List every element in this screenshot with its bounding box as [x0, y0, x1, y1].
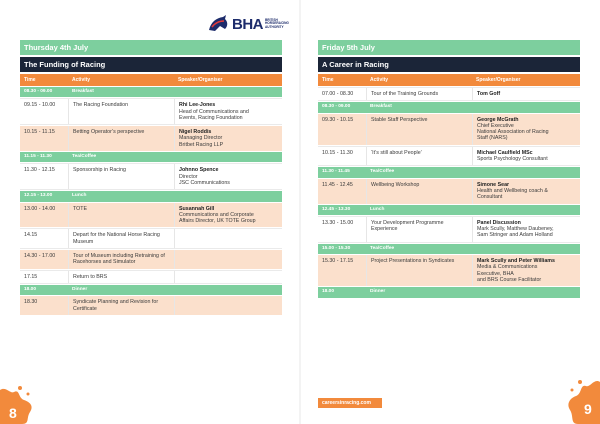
table-row	[318, 179, 580, 204]
speaker-name: Mark Scully and Peter Williams	[477, 258, 555, 265]
friday-schedule	[318, 40, 580, 298]
time-cell: 14.30 - 17.00	[24, 253, 56, 260]
speaker-role: and BRS Course Facilitator	[477, 276, 542, 283]
table-row	[20, 296, 282, 315]
speaker-role: Media & Communications	[477, 264, 538, 271]
activity-cell: Depart for the National Horse Racing Museum	[68, 229, 174, 248]
speaker-cell	[174, 271, 282, 283]
speaker-role: Consultant	[477, 194, 503, 201]
speaker-role: Sports Psychology Consultant	[477, 156, 548, 163]
speaker-cell	[174, 203, 282, 228]
paint-splat-right	[566, 378, 600, 424]
thursday-schedule	[20, 40, 282, 315]
activity-cell: Breakfast	[72, 89, 94, 94]
column-header-speaker: Speaker/Organiser	[178, 77, 223, 83]
horse-head-icon	[206, 14, 230, 34]
time-cell: 14.15	[24, 232, 38, 239]
activity-cell: The Racing Foundation	[68, 99, 174, 124]
speaker-cell	[174, 164, 282, 189]
time-cell: 09.30 - 10.15	[322, 116, 354, 123]
break-row	[318, 167, 580, 177]
activity-cell: Tour of Museum including Retraining of Racehorses and Simulator	[68, 250, 174, 269]
time-cell: 08.30 - 09.00	[24, 89, 53, 94]
speaker-cell	[174, 152, 282, 162]
speaker-cell	[472, 244, 580, 254]
column-header-activity: Activity	[72, 77, 91, 83]
website-link[interactable]: careersinracing.com	[318, 398, 382, 408]
activity-cell: Lunch	[370, 206, 385, 212]
paint-splat-left	[0, 384, 34, 424]
time-cell: 08.30 - 09.00	[322, 104, 351, 110]
table-row	[20, 250, 282, 269]
speaker-name: Nigel Roddis	[179, 129, 212, 136]
table-row	[20, 203, 282, 228]
speaker-role: National Association of Racing	[477, 129, 549, 136]
break-row	[318, 205, 580, 215]
speaker-cell	[174, 296, 282, 315]
activity-cell: Sponsorship in Racing	[68, 164, 174, 189]
time-cell: 11.15 - 11.30	[24, 154, 52, 160]
speaker-cell	[174, 229, 282, 248]
speaker-role: Sam Stringer and Adam Holland	[477, 232, 553, 239]
activity-cell: Betting Operator’s perspective	[68, 126, 174, 151]
speaker-cell	[174, 250, 282, 269]
activity-cell: TOTE	[68, 203, 174, 228]
speaker-name: Panel Discussion	[477, 219, 521, 226]
page-divider	[299, 0, 301, 424]
speaker-name: Simone Sear	[477, 181, 510, 188]
speaker-name: George McGrath	[477, 116, 519, 123]
speaker-cell	[472, 102, 580, 112]
time-cell: 12.15 - 13.00	[24, 193, 53, 199]
speaker-cell	[174, 126, 282, 151]
speaker-role: Managing Director	[179, 135, 223, 142]
break-row	[20, 191, 282, 201]
break-row	[318, 287, 580, 297]
table-row	[20, 270, 282, 284]
speaker-cell	[472, 217, 580, 242]
speaker-cell	[174, 99, 282, 124]
activity-cell: Return to BRS	[68, 271, 174, 283]
speaker-cell	[472, 88, 580, 100]
day-header: Friday 5th July	[318, 40, 580, 55]
speaker-role: Britbet Racing LLP	[179, 141, 224, 148]
speaker-name: Rhi Lee-Jones	[179, 102, 216, 109]
time-cell: 10.15 - 11.30	[322, 149, 353, 156]
section-title: A Career in Racing	[318, 57, 580, 72]
time-cell: 13.00 - 14.00	[24, 205, 56, 212]
speaker-cell	[174, 87, 282, 97]
break-row	[318, 244, 580, 254]
speaker-role: Mark Scully, Matthew Daubeney,	[477, 226, 554, 233]
activity-cell: Tea/Coffee	[370, 169, 395, 175]
speaker-cell	[472, 167, 580, 177]
table-header	[318, 74, 580, 86]
table-row	[20, 98, 282, 125]
logo-subtitle: BRITISH HORSERACING AUTHORITY	[265, 17, 289, 29]
speaker-role: Health and Wellbeing coach &	[477, 187, 548, 194]
time-cell: 10.15 - 11.15	[24, 129, 55, 136]
activity-cell: Stable Staff Perspective	[366, 114, 472, 145]
schedule-rows	[20, 87, 282, 315]
time-cell: 13.30 - 15.00	[322, 219, 354, 226]
table-row	[20, 228, 282, 249]
speaker-name: Johnno Spence	[179, 167, 219, 174]
speaker-role: Staff (NARS)	[477, 135, 508, 142]
activity-cell: Tour of the Training Grounds	[366, 88, 472, 100]
activity-cell: Tea/Coffee	[370, 245, 395, 251]
speaker-role: Head of Communications and	[179, 108, 249, 115]
speaker-cell	[472, 255, 580, 286]
activity-cell: Your Development Programme Experience	[366, 217, 472, 242]
column-header-time: Time	[322, 77, 334, 83]
activity-cell: Dinner	[72, 286, 88, 292]
break-row	[318, 102, 580, 112]
page-number-right: 9	[584, 401, 592, 417]
speaker-role: Director	[179, 173, 198, 180]
activity-cell: Wellbeing Workshop	[366, 179, 472, 204]
speaker-cell	[472, 179, 580, 204]
time-cell: 15.30 - 17.15	[322, 258, 354, 265]
activity-cell: ‘It’s still about People’	[366, 147, 472, 166]
speaker-cell	[472, 147, 580, 166]
schedule-rows	[318, 87, 580, 298]
break-row	[20, 87, 282, 97]
speaker-name: Susannah Gill	[179, 205, 215, 212]
time-cell: 11.45 - 12.45	[322, 181, 353, 188]
column-header-speaker: Speaker/Organiser	[476, 77, 521, 83]
time-cell: 11.30 - 12.15	[24, 167, 55, 174]
activity-cell: Dinner	[370, 289, 386, 295]
speaker-role: Events, Racing Foundation	[179, 114, 243, 121]
speaker-cell	[472, 205, 580, 215]
time-cell: 12.45 - 13.30	[322, 206, 351, 212]
table-header	[20, 74, 282, 86]
speaker-cell	[472, 287, 580, 297]
speaker-cell	[174, 191, 282, 201]
table-row	[318, 114, 580, 145]
activity-cell: Breakfast	[370, 104, 392, 110]
break-row	[20, 285, 282, 295]
time-cell: 11.30 - 11.45	[322, 169, 350, 175]
activity-cell: Syndicate Planning and Revision for Certificate	[68, 296, 174, 315]
time-cell: 18.00	[24, 286, 37, 292]
activity-cell: Tea/Coffee	[72, 154, 97, 160]
speaker-role: Executive, BHA	[477, 270, 514, 277]
time-cell: 09.15 - 10.00	[24, 102, 56, 109]
time-cell: 18.30	[24, 299, 38, 306]
logo-wordmark: BHA	[232, 15, 263, 33]
speaker-role: Chief Executive	[477, 122, 514, 129]
break-row	[20, 152, 282, 162]
time-cell: 15.00 - 15.30	[322, 245, 351, 251]
table-row	[318, 146, 580, 167]
speaker-name: Tom Goff	[477, 91, 501, 97]
speaker-role: JSC Communications	[179, 179, 230, 186]
day-header: Thursday 4th July	[20, 40, 282, 55]
speaker-cell	[174, 285, 282, 295]
speaker-name: Michael Caulfield MSc	[477, 149, 533, 156]
column-header-time: Time	[24, 77, 36, 83]
section-title: The Funding of Racing	[20, 57, 282, 72]
table-row	[318, 87, 580, 101]
column-header-activity: Activity	[370, 77, 389, 83]
speaker-cell	[472, 114, 580, 145]
table-row	[20, 126, 282, 151]
table-row	[318, 255, 580, 286]
speaker-role: Affairs Director, UK TOTE Group	[179, 218, 256, 225]
page-number-left: 8	[9, 405, 17, 421]
activity-cell: Project Presentations in Syndicates	[366, 255, 472, 286]
time-cell: 07.00 - 08.30	[322, 91, 354, 97]
speaker-role: Communications and Corporate	[179, 211, 254, 218]
activity-cell: Lunch	[72, 193, 87, 199]
table-row	[318, 216, 580, 243]
table-row	[20, 163, 282, 190]
time-cell: 18.00	[322, 289, 335, 295]
time-cell: 17.15	[24, 273, 38, 280]
